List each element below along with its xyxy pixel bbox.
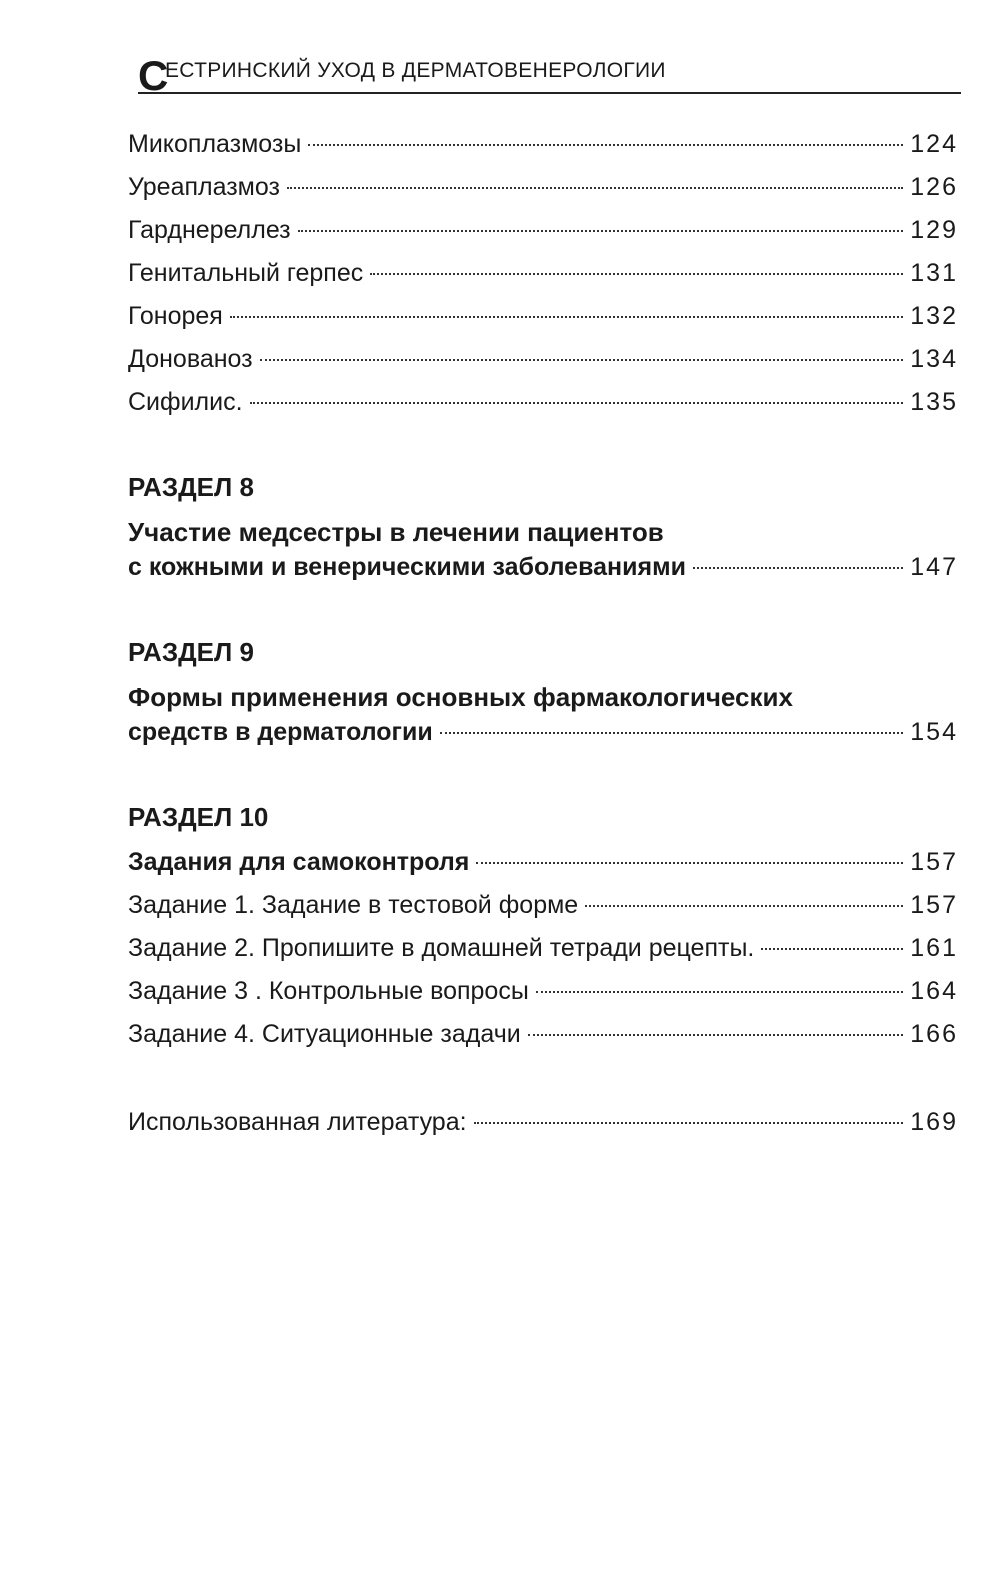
toc-entry-page: 164 xyxy=(910,977,958,1005)
section-8-heading: РАЗДЕЛ 8 xyxy=(128,472,254,502)
section-9-title-line2: средств в дерматологии xyxy=(128,718,433,746)
dot-leader xyxy=(260,359,904,361)
literature-title: Использованная литература: xyxy=(128,1108,467,1136)
section-8-entry[interactable] xyxy=(128,550,958,584)
section-9-entry[interactable] xyxy=(128,715,958,749)
toc-entry[interactable] xyxy=(128,256,958,290)
dot-leader xyxy=(230,316,903,318)
literature-entry[interactable] xyxy=(128,1105,958,1139)
dot-leader xyxy=(536,991,903,993)
toc-entry-page: 124 xyxy=(910,130,958,158)
task-entry[interactable] xyxy=(128,974,958,1008)
toc-entry[interactable] xyxy=(128,127,958,161)
dot-leader xyxy=(250,402,904,404)
toc-entry-page: 166 xyxy=(910,1020,958,1048)
toc-entry[interactable] xyxy=(128,342,958,376)
dot-leader xyxy=(370,273,903,275)
task-title: Задание 3 . Контрольные вопросы xyxy=(128,977,529,1005)
toc-entry-page: 154 xyxy=(910,718,958,746)
section-8-title-line1: Участие медсестры в лечении пациентов xyxy=(128,517,664,547)
toc-entry-title: Донованоз xyxy=(128,345,253,373)
section-8-title-line2: с кожными и венерическими заболеваниями xyxy=(128,553,686,581)
section-10-heading: РАЗДЕЛ 10 xyxy=(128,802,269,832)
dot-leader xyxy=(476,862,903,864)
dot-leader xyxy=(693,567,903,569)
toc-entry-page: 134 xyxy=(910,345,958,373)
toc-entry[interactable] xyxy=(128,299,958,333)
task-entry[interactable] xyxy=(128,888,958,922)
header-title: ЕСТРИНСКИЙ УХОД В ДЕРМАТОВЕНЕРОЛОГИИ xyxy=(165,59,666,82)
task-title: Задание 1. Задание в тестовой форме xyxy=(128,891,579,919)
toc-entry-page: 157 xyxy=(910,848,958,876)
section-10-entry[interactable] xyxy=(128,845,958,879)
dot-leader xyxy=(440,732,904,734)
toc-entry-title: Уреаплазмоз xyxy=(128,173,280,201)
dot-leader xyxy=(308,144,903,146)
dot-leader xyxy=(585,905,903,907)
toc-entry-page: 147 xyxy=(910,553,958,581)
dot-leader xyxy=(287,187,903,189)
toc-entry-page: 161 xyxy=(910,934,958,962)
section-9-heading: РАЗДЕЛ 9 xyxy=(128,637,254,667)
toc-entry-page: 129 xyxy=(910,216,958,244)
task-entry[interactable] xyxy=(128,931,958,965)
toc-entry[interactable] xyxy=(128,213,958,247)
task-entry[interactable] xyxy=(128,1017,958,1051)
toc-entry-page: 157 xyxy=(910,891,958,919)
toc-entry-title: Гонорея xyxy=(128,302,223,330)
toc-entry-page: 169 xyxy=(910,1108,958,1136)
task-title: Задание 4. Ситуационные задачи xyxy=(128,1020,521,1048)
toc-entry-title: Микоплазмозы xyxy=(128,130,302,158)
toc-entry-page: 131 xyxy=(910,259,958,287)
toc-entry-page: 126 xyxy=(910,173,958,201)
toc-entry-title: Генитальный герпес xyxy=(128,259,364,287)
toc-entry-page: 135 xyxy=(910,388,958,416)
section-9-title-line1: Формы применения основных фармакологических xyxy=(128,682,793,712)
section-10-title: Задания для самоконтроля xyxy=(128,848,470,876)
toc-entry-page: 132 xyxy=(910,302,958,330)
dot-leader xyxy=(298,230,904,232)
toc-entry-title: Сифилис. xyxy=(128,388,243,416)
task-title: Задание 2. Пропишите в домашней тетради рецепты. xyxy=(128,934,755,962)
dot-leader xyxy=(528,1034,904,1036)
toc-entry[interactable] xyxy=(128,170,958,204)
dot-leader xyxy=(474,1122,904,1124)
running-header xyxy=(138,52,961,99)
dot-leader xyxy=(761,948,903,950)
toc-entry[interactable] xyxy=(128,385,958,419)
header-initial: С xyxy=(138,52,169,99)
toc-entry-title: Гарднереллез xyxy=(128,216,291,244)
